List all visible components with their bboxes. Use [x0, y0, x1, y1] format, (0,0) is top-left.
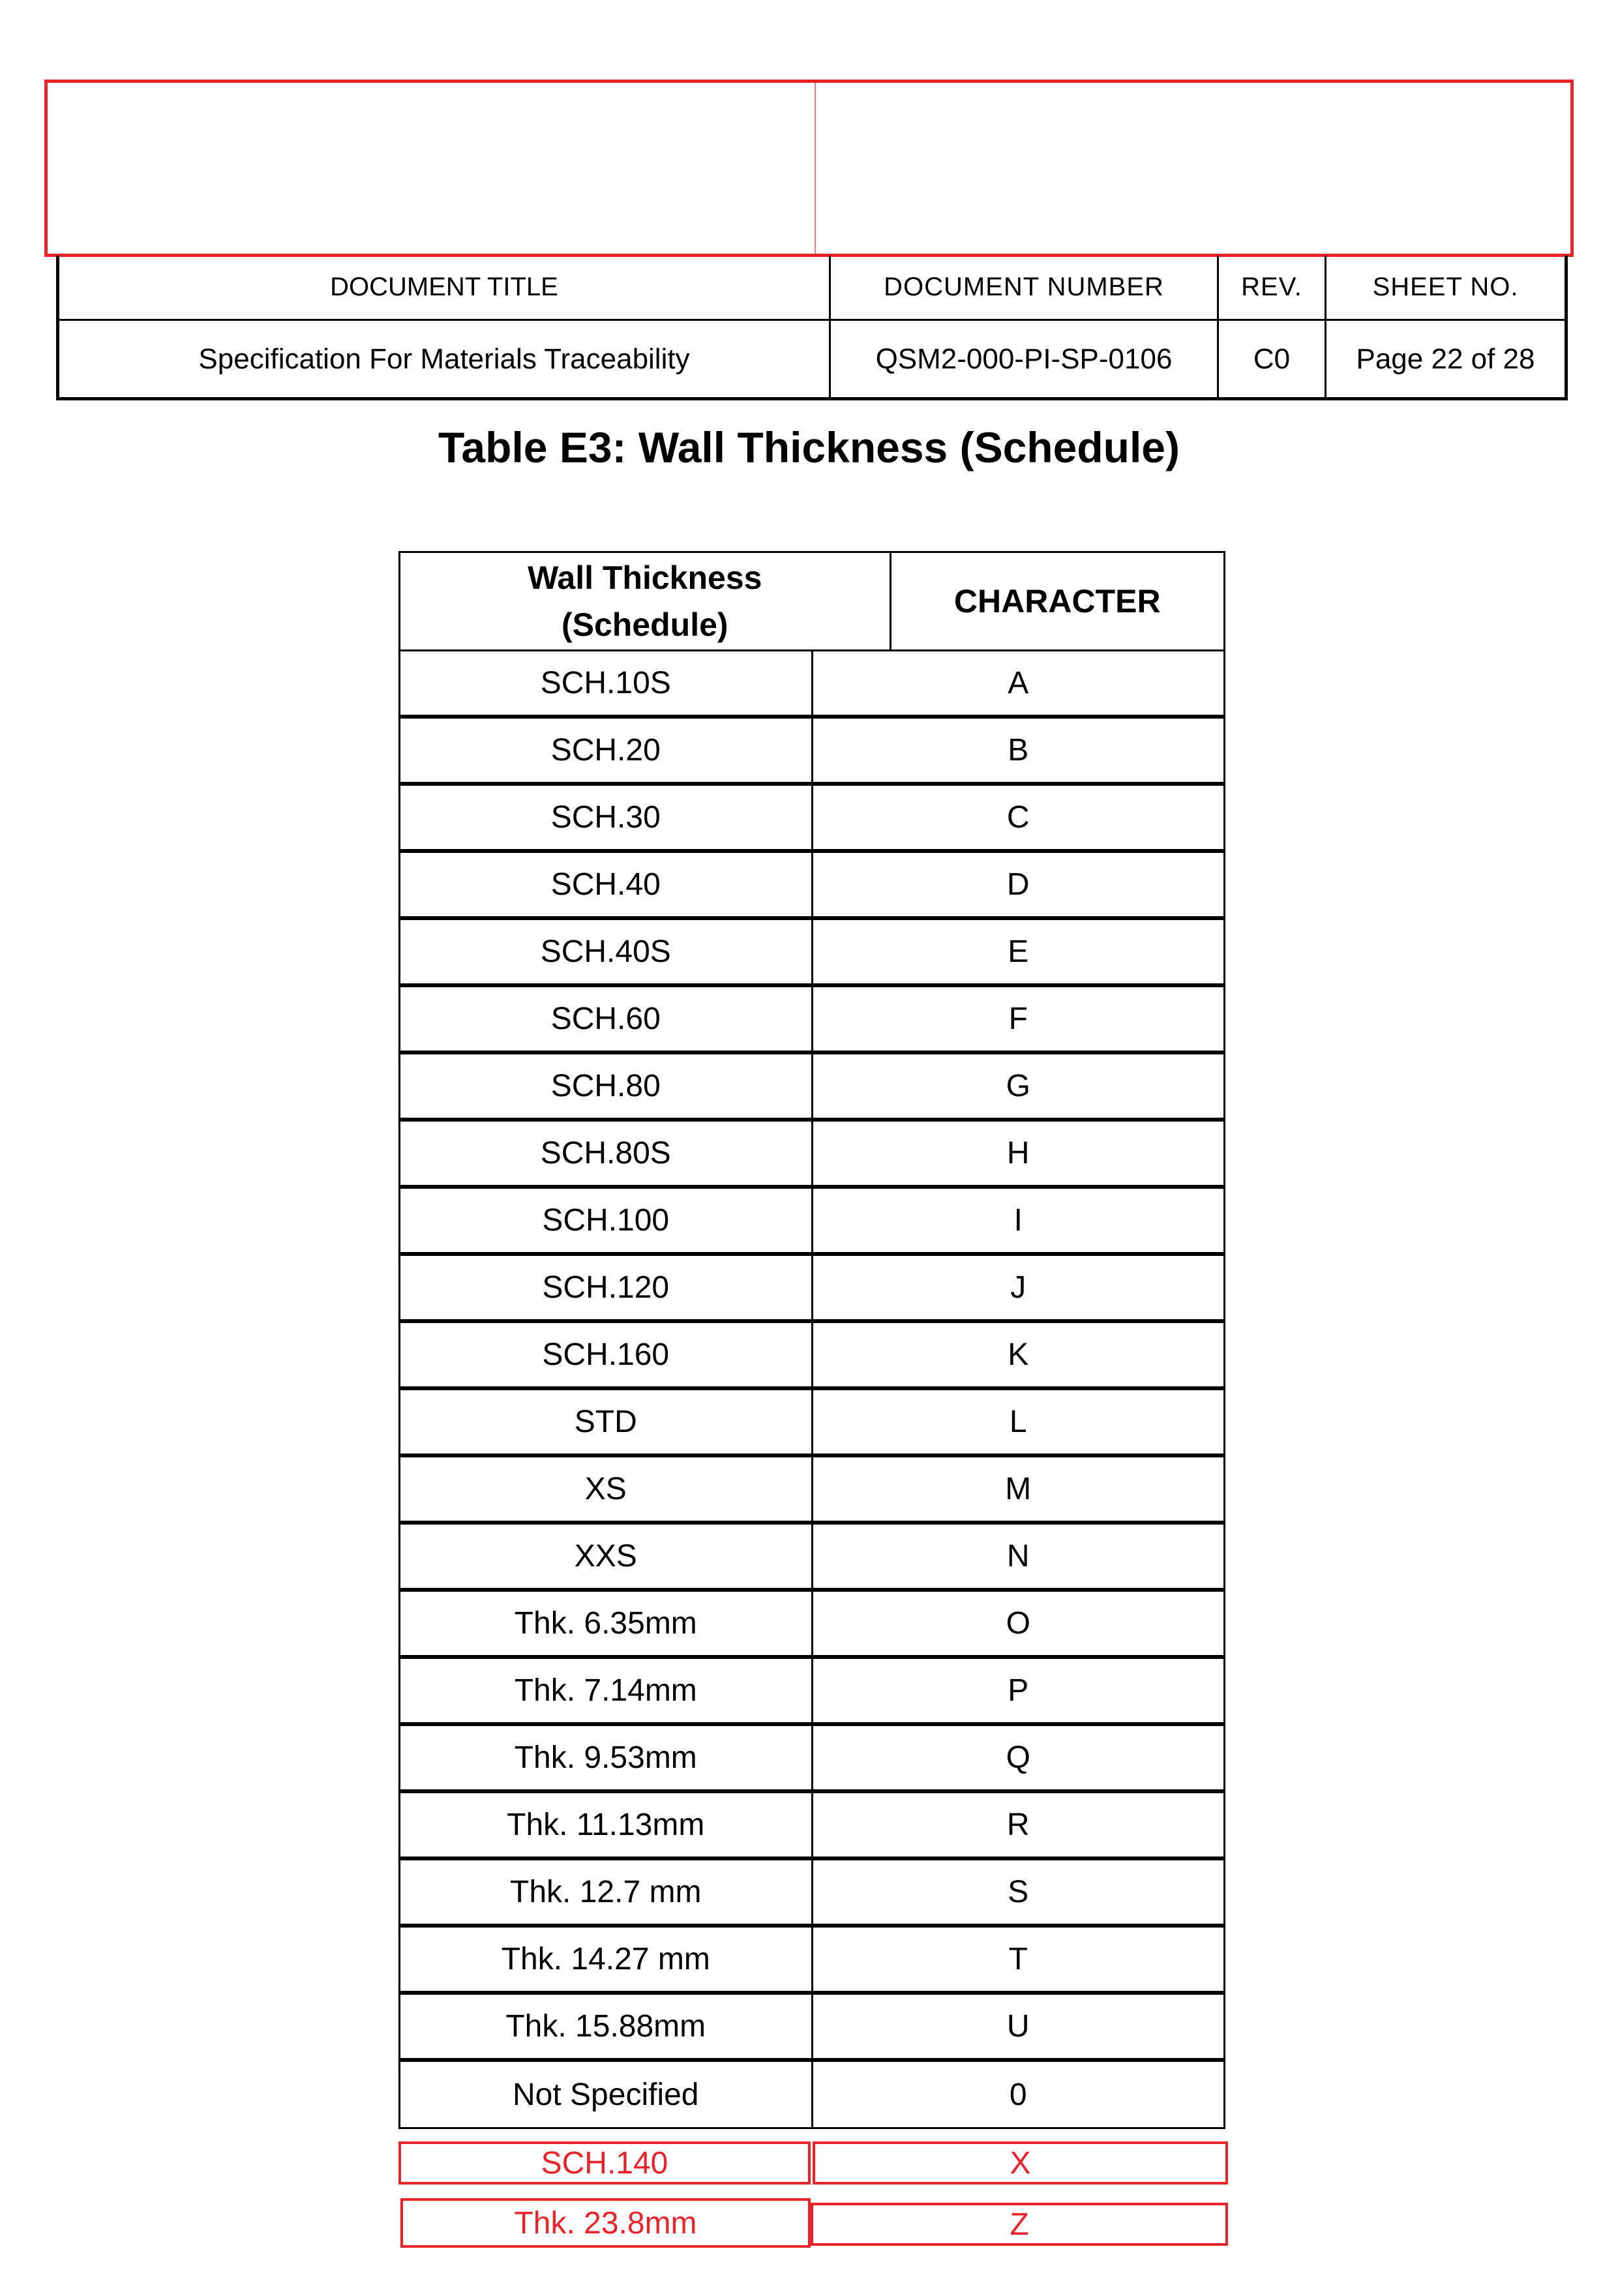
cell-character: K [1008, 1337, 1029, 1372]
sheet-number: Page 22 of 28 [1356, 342, 1535, 375]
wall-thickness-table [398, 551, 1225, 2129]
markup-frame [44, 80, 1574, 257]
cell-wall-thickness: Thk. 14.27 mm [400, 1928, 813, 1991]
column-header-character: CHARACTER [953, 583, 1161, 619]
table-row [400, 649, 1223, 717]
cell-character: J [1010, 1270, 1026, 1305]
header-label-number: DOCUMENT NUMBER [884, 273, 1164, 301]
cell-wall-thickness: SCH.40S [400, 920, 813, 983]
cell-character: S [1008, 1875, 1029, 1909]
table-row [400, 1187, 1223, 1254]
cell-wall-thickness: SCH.100 [400, 1189, 813, 1252]
table-row [400, 1052, 1223, 1120]
cell-character: C [1006, 800, 1030, 835]
table-row [400, 918, 1223, 985]
cell-wall-thickness: Not Specified [400, 2062, 813, 2127]
cell-character: M [1005, 1472, 1032, 1506]
cell-character: Q [1006, 1740, 1030, 1775]
cell-character: L [1009, 1405, 1027, 1439]
cell-character: B [1008, 733, 1029, 768]
cell-wall-thickness: SCH.120 [400, 1256, 813, 1319]
header-label-rev: REV. [1241, 273, 1302, 301]
column-header-wall-thickness: Wall Thickness (Schedule) [400, 553, 891, 649]
cell-character: O [1006, 1606, 1030, 1641]
cell-wall-thickness: Thk. 15.88mm [400, 1995, 813, 2058]
table-row [400, 1791, 1223, 1858]
table-row [400, 717, 1223, 784]
table-row [400, 1926, 1223, 1993]
cell-wall-thickness: SCH.10S [400, 651, 813, 715]
cell-wall-thickness: STD [400, 1390, 813, 1454]
cell-wall-thickness: SCH.30 [400, 786, 813, 849]
table-row [400, 1590, 1223, 1657]
cell-character: R [1006, 1808, 1030, 1842]
markup-cell-character: X [813, 2141, 1228, 2184]
cell-wall-thickness: XS [400, 1457, 813, 1521]
cell-wall-thickness: Thk. 11.13mm [400, 1793, 813, 1856]
cell-wall-thickness: Thk. 6.35mm [400, 1592, 813, 1655]
cell-wall-thickness: SCH.80S [400, 1122, 813, 1185]
table-row [400, 2060, 1223, 2127]
table-row [400, 1455, 1223, 1523]
cell-wall-thickness: Thk. 12.7 mm [400, 1860, 813, 1924]
cell-character: P [1008, 1673, 1029, 1708]
cell-wall-thickness: SCH.160 [400, 1323, 813, 1386]
cell-wall-thickness: SCH.40 [400, 853, 813, 916]
cell-character: E [1008, 934, 1029, 969]
table-row [400, 1657, 1223, 1724]
cell-wall-thickness: XXS [400, 1525, 813, 1588]
cell-character: A [1008, 666, 1029, 700]
cell-wall-thickness: SCH.60 [400, 987, 813, 1051]
cell-wall-thickness: SCH.20 [400, 719, 813, 782]
cell-wall-thickness: SCH.80 [400, 1054, 813, 1118]
table-row [400, 1120, 1223, 1187]
cell-character: G [1006, 1069, 1030, 1103]
cell-character: F [1008, 1002, 1028, 1036]
table-row [400, 784, 1223, 851]
cell-character: 0 [1009, 2077, 1027, 2112]
table-row [400, 1388, 1223, 1455]
markup-cell-schedule: Thk. 23.8mm [400, 2198, 811, 2248]
table-row [400, 1724, 1223, 1791]
table-row [400, 1321, 1223, 1388]
table-row [400, 1993, 1223, 2060]
document-title: Specification For Materials Traceability [198, 342, 690, 375]
markup-cell-character: Z [811, 2203, 1228, 2246]
document-number: QSM2-000-PI-SP-0106 [875, 342, 1173, 375]
table-row [400, 985, 1223, 1052]
table-header-row [400, 553, 1223, 649]
header-label-title: DOCUMENT TITLE [330, 273, 558, 301]
cell-character: D [1006, 867, 1030, 902]
table-row [400, 1254, 1223, 1321]
markup-frame-divider [815, 83, 816, 254]
markup-cell-schedule: SCH.140 [398, 2141, 811, 2184]
revision: C0 [1253, 342, 1291, 375]
document-header-table [56, 256, 1568, 400]
cell-character: T [1008, 1942, 1028, 1976]
cell-character: N [1006, 1539, 1030, 1573]
cell-character: I [1013, 1203, 1023, 1238]
table-row [400, 1523, 1223, 1590]
cell-character: H [1006, 1136, 1030, 1170]
header-label-sheet: SHEET NO. [1372, 273, 1519, 301]
cell-wall-thickness: Thk. 9.53mm [400, 1726, 813, 1789]
table-row [400, 1858, 1223, 1926]
cell-character: U [1006, 2009, 1030, 2044]
cell-wall-thickness: Thk. 7.14mm [400, 1659, 813, 1722]
table-title: Table E3: Wall Thickness (Schedule) [438, 423, 1180, 471]
table-row [400, 851, 1223, 918]
